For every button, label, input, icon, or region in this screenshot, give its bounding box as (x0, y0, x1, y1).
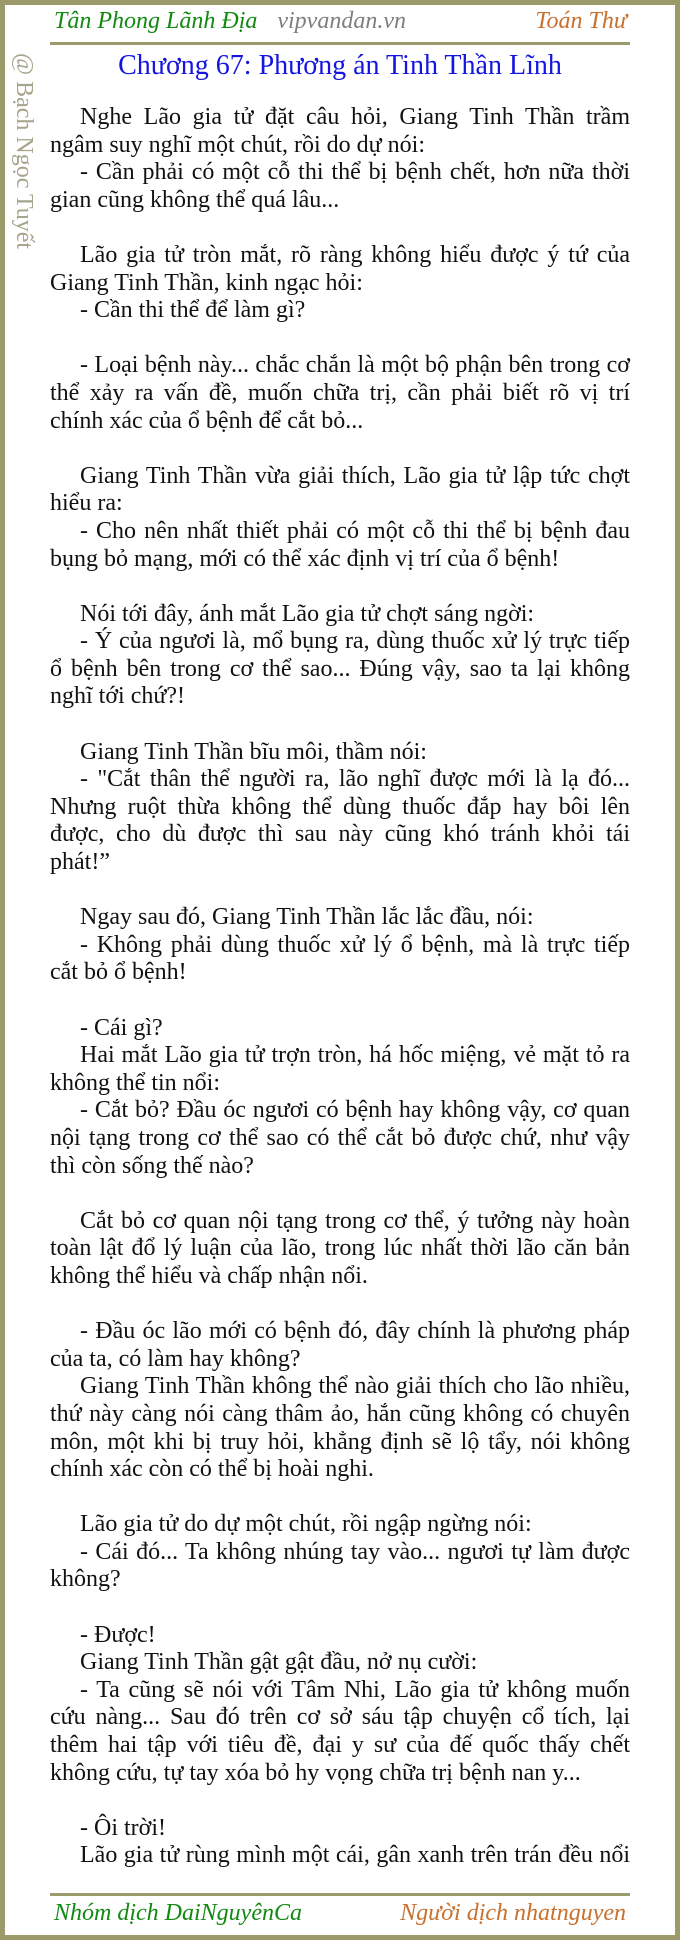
text-line: - Cần phải có một cỗ thi thể bị bệnh chết, hơn nữa thời (80, 159, 630, 186)
paragraph-spacer (50, 877, 630, 905)
text-line: hiểu ra: (50, 490, 123, 517)
text-line: - Ôi trời! (80, 1814, 167, 1841)
paragraph (50, 766, 630, 876)
paragraph-spacer (50, 325, 630, 353)
text-line: Lão gia tử tròn mắt, rõ ràng không hiểu được ý tứ của (80, 241, 630, 268)
paragraph (50, 1649, 630, 1677)
paragraph (50, 1097, 630, 1180)
paragraph (50, 463, 630, 518)
chapter-body (50, 104, 630, 1870)
paragraph-spacer (50, 214, 630, 242)
paragraph (50, 932, 630, 987)
paragraph-spacer (50, 1180, 630, 1208)
paragraph (50, 1373, 630, 1483)
paragraph-spacer (50, 435, 630, 463)
text-line: toàn lật đổ lý luận của lão, trong lúc nhất thời lão căn bản (50, 1235, 630, 1262)
paragraph-spacer (50, 1291, 630, 1319)
text-line: Nghe Lão gia tử đặt câu hỏi, Giang Tinh Thần trầm (80, 104, 630, 130)
header-section: Toán Thư (535, 8, 627, 34)
footer-translator: Người dịch nhatnguyen (400, 1900, 626, 1926)
text-line: Nhưng ruột thừa không thể dùng thuốc đắp hay bôi lên (50, 793, 630, 820)
paragraph-spacer (50, 1787, 630, 1815)
paragraph (50, 352, 630, 435)
text-line: Giang Tinh Thần bĩu môi, thầm nói: (80, 738, 427, 765)
text-line: cứu nàng... Sau đó trên cơ sở sáu tập chuyện cổ tích, lại (50, 1704, 630, 1731)
text-line: Giang Tinh Thần gật gật đầu, nở nụ cười: (80, 1649, 478, 1676)
paragraph-spacer (50, 1484, 630, 1512)
paragraph (50, 1042, 630, 1097)
paragraph (50, 739, 630, 767)
text-line: ổ bệnh bên trong cơ thể sao... Đúng vậy, sao ta lại không (50, 655, 630, 682)
text-line: - Đầu óc lão mới có bệnh đó, đây chính là phương pháp (80, 1318, 630, 1345)
paragraph (50, 1318, 630, 1373)
text-line: Lão gia tử do dự một chút, rồi ngập ngừng nói: (80, 1511, 532, 1538)
text-line: cắt bỏ ổ bệnh! (50, 959, 187, 986)
text-line: Cắt bỏ cơ quan nội tạng trong cơ thể, ý tưởng này hoàn (80, 1207, 630, 1234)
text-line: - Ta cũng sẽ nói với Tâm Nhi, Lão gia tử không muốn (80, 1676, 630, 1703)
text-line: nghĩ tới chứ?! (50, 683, 185, 710)
paragraph-spacer (50, 573, 630, 601)
paragraph-spacer (50, 1594, 630, 1622)
site-name: Tân Phong Lãnh Địa (54, 8, 258, 34)
paragraph (50, 1815, 630, 1843)
chapter-title: Chương 67: Phương án Tinh Thần Lĩnh (118, 50, 562, 81)
paragraph (50, 1842, 630, 1870)
paragraph (50, 904, 630, 932)
text-line: - Được! (80, 1621, 156, 1648)
text-line: Ngay sau đó, Giang Tinh Thần lắc lắc đầu, nói: (80, 904, 534, 931)
text-line: - Cắt bỏ? Đầu óc ngươi có bệnh hay không vậy, cơ quan (80, 1097, 630, 1124)
text-line: - Loại bệnh này... chắc chắn là một bộ phận bên trong cơ (80, 352, 630, 379)
text-line: thứ này càng nói càng thâm ảo, hắn cũng không có chuyên (50, 1400, 630, 1427)
text-line: của ta, có làm hay không? (50, 1345, 301, 1372)
text-line: - Cho nên nhất thiết phải có một cỗ thi thể bị bệnh đau (80, 517, 630, 544)
paragraph (50, 601, 630, 629)
text-line: thì còn sống thế nào? (50, 1152, 254, 1179)
paragraph (50, 104, 630, 159)
paragraph (50, 1015, 630, 1043)
text-line: thêm hai tập với tiêu đề, đại y sư của đế quốc thấy chết (50, 1732, 630, 1759)
text-line: Nói tới đây, ánh mắt Lão gia tử chợt sáng ngời: (80, 600, 535, 627)
text-line: - Không phải dùng thuốc xử lý ổ bệnh, mà là trực tiếp (80, 931, 630, 958)
text-line: Giang Tinh Thần không thể nào giải thích cho lão nhiều, (80, 1373, 630, 1400)
text-line: không? (50, 1566, 121, 1593)
paragraph-spacer (50, 711, 630, 739)
text-line: thể xảy ra vấn đề, muốn chữa trị, cần phải biết rõ vị trí (50, 379, 630, 406)
text-line: gian cũng không thể quá lâu... (50, 186, 340, 213)
footer-translation-group: Nhóm dịch DaiNguyênCa (54, 1900, 302, 1926)
text-line: Giang Tinh Thần, kinh ngạc hỏi: (50, 269, 363, 296)
paragraph (50, 1511, 630, 1539)
text-line: - Ý của ngươi là, mổ bụng ra, dùng thuốc xử lý trực tiếp (80, 628, 630, 655)
text-line: nội tạng trong cơ thể sao có thể cắt bỏ được chứ, như vậy (50, 1124, 630, 1151)
paragraph (50, 159, 630, 214)
side-credit: @ Bạch Ngọc Tuyết (11, 53, 37, 250)
paragraph (50, 1677, 630, 1787)
text-line: ngâm suy nghĩ một chút, rồi do dự nói: (50, 131, 425, 158)
text-line: không thể tin nổi: (50, 1069, 220, 1096)
text-line: - Cái đó... Ta không nhúng tay vào... ngươi tự làm được (80, 1538, 630, 1565)
text-line: chính xác của ổ bệnh để cắt bỏ... (50, 407, 364, 434)
text-line: bụng bỏ mạng, mới có thể xác định vị trí của ổ bệnh! (50, 545, 560, 572)
text-line: - "Cắt thân thể người ra, lão nghĩ được mới là lạ đó... (80, 766, 630, 793)
text-line: được, cho dù được thì sau này cũng khó tránh khỏi tái (50, 821, 630, 848)
paragraph (50, 1539, 630, 1594)
text-line: không cứu, tự tay xóa bỏ hy vọng chữa trị bệnh nan y... (50, 1759, 581, 1786)
text-line: Giang Tinh Thần vừa giải thích, Lão gia tử lập tức chợt (80, 462, 630, 489)
paragraph (50, 1622, 630, 1650)
paragraph-spacer (50, 987, 630, 1015)
paragraph (50, 518, 630, 573)
site-url: vipvandan.vn (277, 8, 406, 34)
text-line: - Cần thi thể để làm gì? (80, 297, 306, 324)
text-line: môn, một khi bị truy hỏi, khẳng định sẽ lộ tẩy, nói không (50, 1428, 630, 1455)
text-line: - Cái gì? (80, 1014, 163, 1041)
paragraph (50, 1208, 630, 1291)
text-line: chính xác còn có thể bị hoài nghi. (50, 1456, 374, 1483)
text-line: Lão gia tử rùng mình một cái, gân xanh trên trán đều nổi (80, 1842, 630, 1869)
footer-divider (50, 1893, 630, 1896)
header-left (54, 7, 406, 35)
paragraph (50, 297, 630, 325)
paragraph (50, 628, 630, 711)
paragraph (50, 242, 630, 297)
header-divider (50, 42, 630, 45)
text-line: Hai mắt Lão gia tử trợn tròn, há hốc miệng, vẻ mặt tỏ ra (80, 1042, 630, 1069)
text-line: không thể hiểu và chấp nhận nổi. (50, 1262, 368, 1289)
text-line: phát!” (50, 849, 110, 876)
